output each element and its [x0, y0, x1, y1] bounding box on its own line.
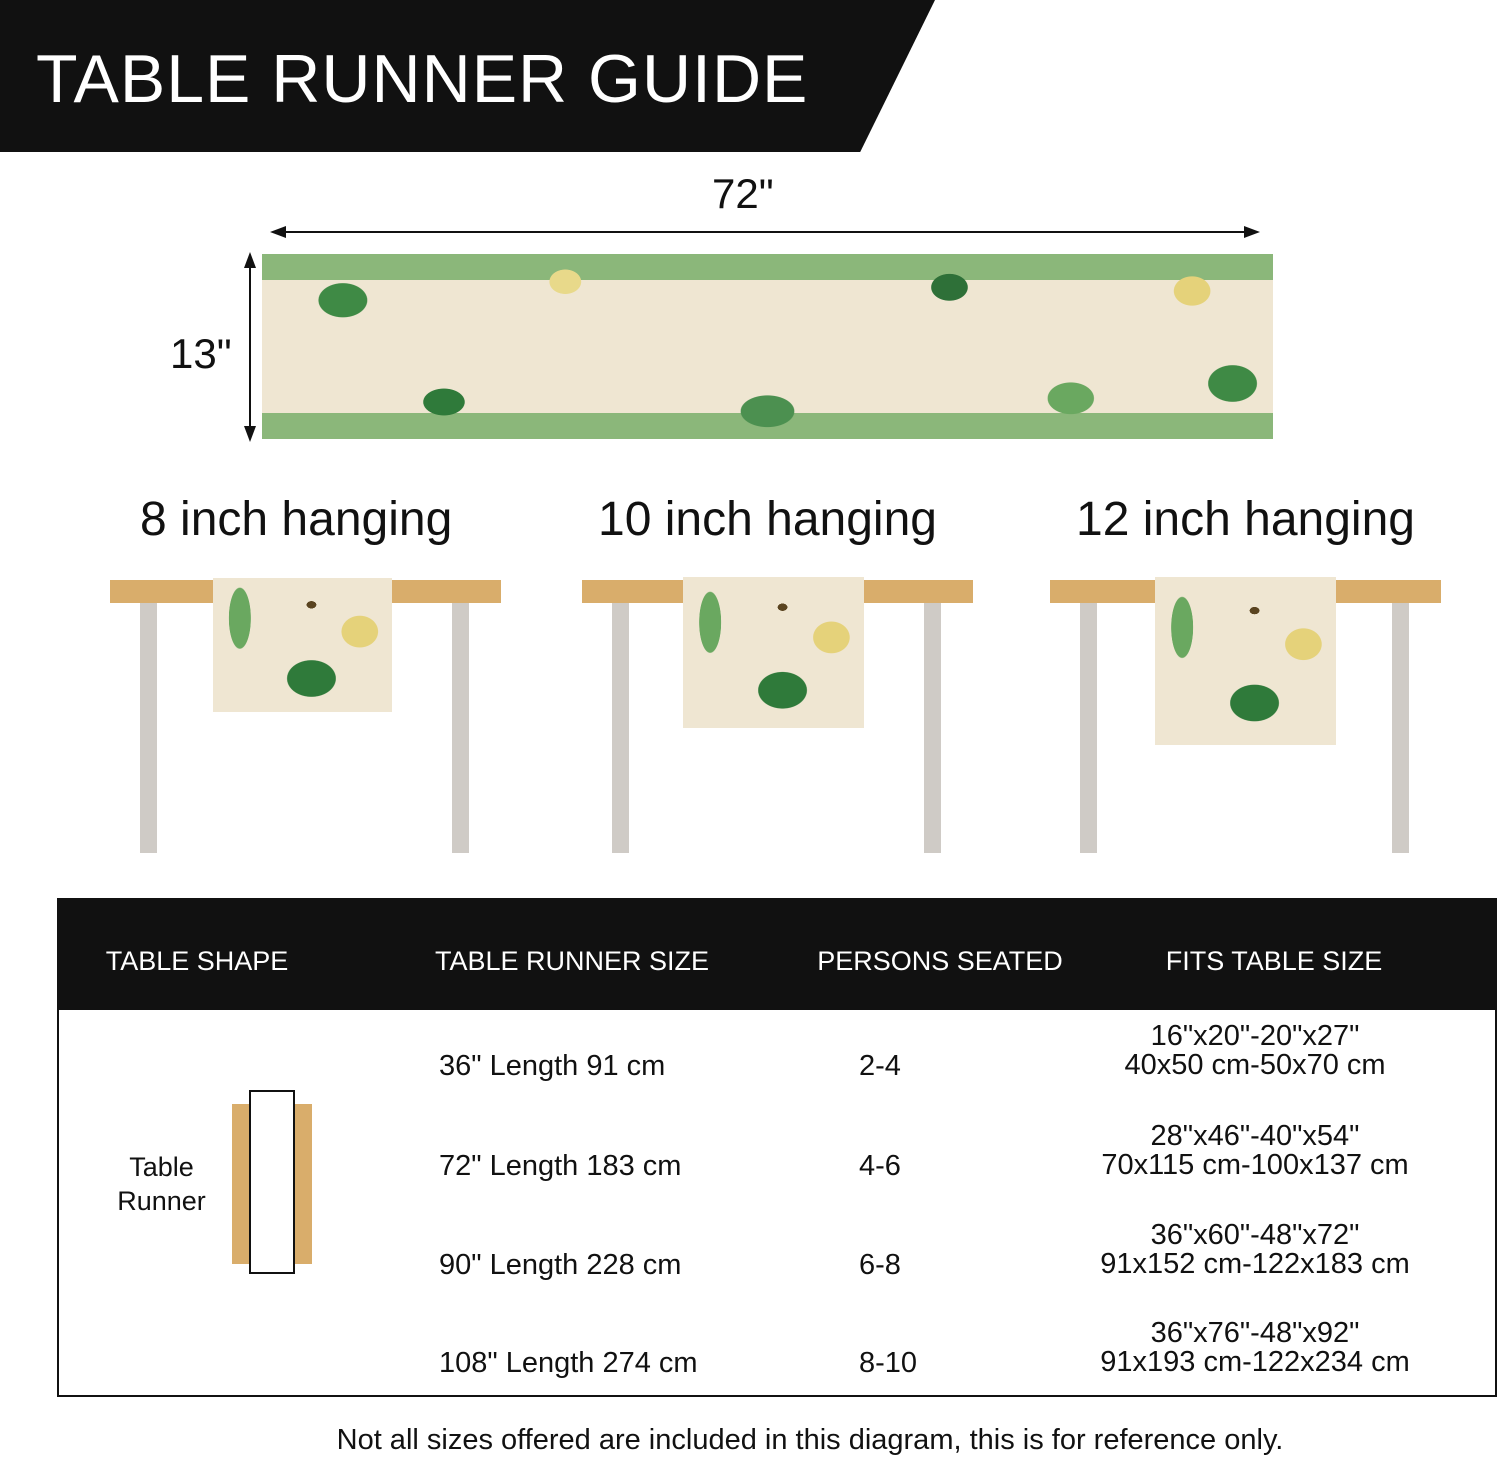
size-table: [57, 898, 1497, 1397]
table-header: [59, 900, 1495, 1010]
table-leg: [1392, 603, 1409, 853]
row-persons: 6-8: [859, 1249, 901, 1281]
row-persons: 2-4: [859, 1050, 901, 1082]
fits-cm: 91x193 cm-122x234 cm: [1100, 1346, 1410, 1378]
row-persons: 4-6: [859, 1150, 901, 1182]
header-persons: PERSONS SEATED: [817, 946, 1063, 976]
table-leg: [1080, 603, 1097, 853]
hanging-label-10: 10 inch hanging: [598, 493, 937, 546]
row-fits: [1101, 1122, 1408, 1180]
fits-cm: 70x115 cm-100x137 cm: [1101, 1149, 1409, 1181]
table-leg: [140, 603, 157, 853]
fits-inches: 16"x20"-20"x27": [1150, 1020, 1360, 1052]
table-leg: [452, 603, 469, 853]
width-arrow-icon: [240, 252, 260, 442]
row-size: 36" Length 91 cm: [439, 1050, 666, 1082]
footnote: Not all sizes offered are included in this diagram, this is for reference only.: [336, 1424, 1284, 1456]
row-fits: [1100, 1319, 1410, 1377]
hanging-runner-10: [683, 577, 864, 728]
row-size: 72" Length 183 cm: [439, 1150, 682, 1182]
length-label: 72": [712, 170, 774, 217]
width-label: 13": [170, 330, 232, 377]
header-fits-size: FITS TABLE SIZE: [1165, 946, 1383, 976]
hanging-label-8: 8 inch hanging: [140, 493, 453, 546]
header-table-shape: TABLE SHAPE: [105, 946, 289, 976]
row-size: 108" Length 274 cm: [439, 1347, 698, 1379]
header-runner-size: TABLE RUNNER SIZE: [434, 946, 710, 976]
hanging-label-12: 12 inch hanging: [1076, 493, 1415, 546]
runner-icon: [249, 1090, 295, 1274]
fits-inches: 28"x46"-40"x54": [1150, 1120, 1360, 1152]
fits-inches: 36"x76"-48"x92": [1150, 1317, 1360, 1349]
table-leg: [924, 603, 941, 853]
hanging-runner-12: [1155, 577, 1336, 745]
hanging-runner-8: [213, 578, 392, 712]
row-size: 90" Length 228 cm: [439, 1249, 682, 1281]
table-runner-image: [262, 254, 1273, 439]
table-leg: [612, 603, 629, 853]
page-title: TABLE RUNNER GUIDE: [36, 41, 809, 117]
fits-inches: 36"x60"-48"x72": [1150, 1219, 1360, 1251]
row-fits: [1124, 1022, 1385, 1080]
fits-cm: 40x50 cm-50x70 cm: [1124, 1049, 1386, 1081]
row-persons: 8-10: [859, 1347, 918, 1379]
fits-cm: 91x152 cm-122x183 cm: [1100, 1248, 1410, 1280]
length-arrow-icon: [270, 220, 1260, 244]
row-fits: [1100, 1221, 1410, 1279]
shape-label: Table Runner: [117, 1152, 206, 1216]
